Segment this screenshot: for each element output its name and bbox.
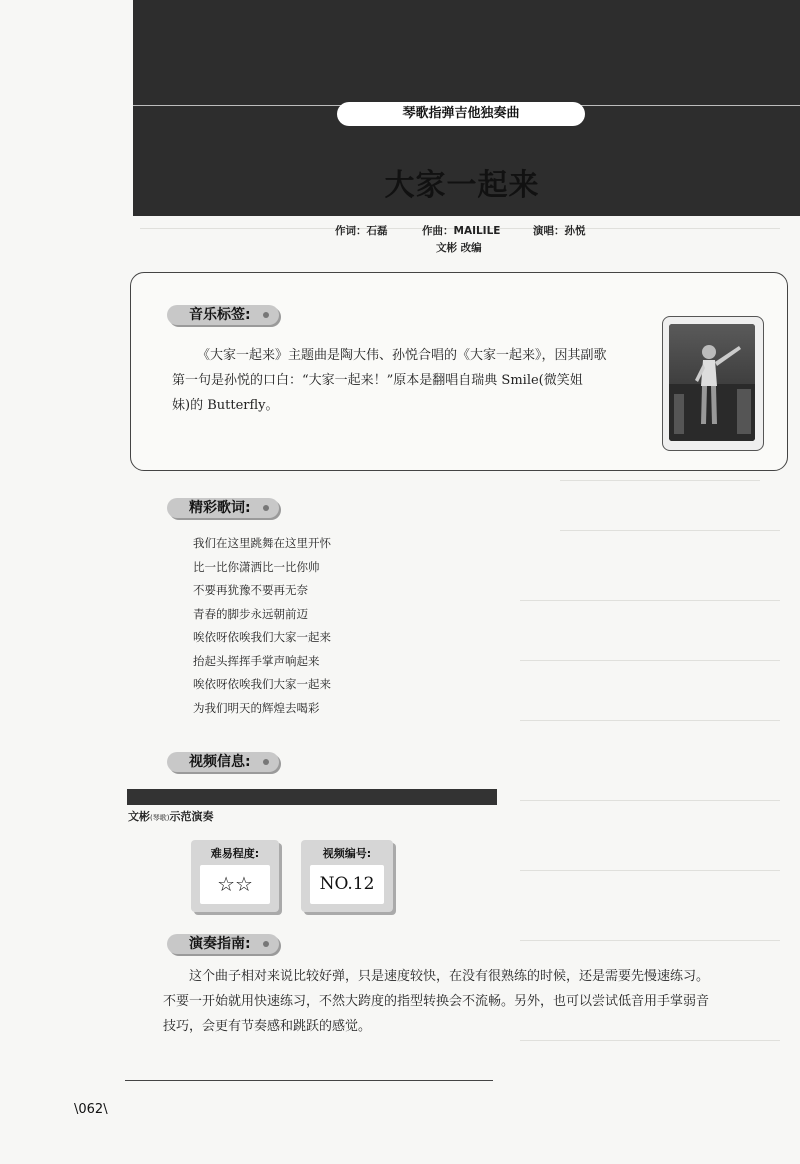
lyric-line: 唉依呀依唉我们大家一起来 (193, 677, 331, 691)
singer-photo-frame (662, 316, 764, 451)
music-tag-line-2: 第一句是孙悦的口白：“大家一起来！”原本是翻唱自瑞典 Smile(微笑姐 (172, 373, 583, 388)
music-tag-heading: 音乐标签: (167, 305, 279, 325)
lyrics-block (193, 532, 331, 720)
lyric-line: 唉依呀依唉我们大家一起来 (193, 630, 331, 644)
lyric-line: 我们在这里跳舞在这里开怀 (193, 536, 331, 550)
performer-line (128, 808, 213, 824)
lyric-line: 为我们明天的辉煌去喝彩 (193, 700, 320, 715)
lyricist-credit: 作词：石磊 (335, 225, 388, 237)
music-tag-line-3: 妹)的 Butterfly。 (172, 398, 279, 413)
video-number-card (301, 840, 393, 912)
performer-note: (琴歌) (150, 814, 170, 822)
lyric-line: 青春的脚步永远朝前迈 (193, 606, 308, 621)
guide-line-3: 技巧，会更有节奏感和跳跃的感觉。 (163, 1019, 372, 1034)
guide-line-2: 不要一开始就用快速练习，不然大跨度的指型转换会不流畅。另外，也可以尝试低音用手掌弱音 (163, 994, 710, 1009)
singer-credit: 演唱：孙悦 (533, 225, 586, 237)
video-number-label: 视频编号: (322, 847, 372, 860)
difficulty-label: 难易程度: (210, 847, 260, 860)
page-number: \062\ (74, 1102, 108, 1117)
arranger-credit: 文彬 改编 (436, 242, 482, 254)
difficulty-stars: ☆☆ (200, 865, 270, 904)
lyric-line: 抬起头挥挥手掌声响起来 (193, 653, 320, 668)
footer-rule (125, 1080, 493, 1081)
difficulty-card (191, 840, 279, 912)
singer-photo (669, 324, 755, 441)
guide-line-1: 这个曲子相对来说比较好弹，只是速度较快，在没有很熟练的时候，还是需要先慢速练习。 (189, 969, 710, 984)
lyric-line: 不要再犹豫不要再无奈 (193, 583, 308, 597)
video-number-value: NO.12 (310, 865, 384, 904)
performer-suffix: 示范演奏 (169, 810, 214, 823)
performer-name: 文彬 (128, 810, 150, 823)
lyrics-heading: 精彩歌词: (167, 498, 279, 518)
series-label: 琴歌指弹吉他独奏曲 (337, 102, 585, 126)
song-title: 大家一起来 (384, 168, 540, 203)
video-bar (127, 789, 497, 805)
video-info-heading: 视频信息: (167, 752, 279, 772)
guide-heading: 演奏指南: (167, 934, 279, 954)
music-tag-line-1: 《大家一起来》主题曲是陶大伟、孙悦合唱的《大家一起来》，因其副歌 (197, 348, 607, 363)
composer-credit: 作曲：MAILILE (422, 225, 501, 237)
lyric-line: 比一比你潇洒比一比你帅 (193, 559, 320, 574)
